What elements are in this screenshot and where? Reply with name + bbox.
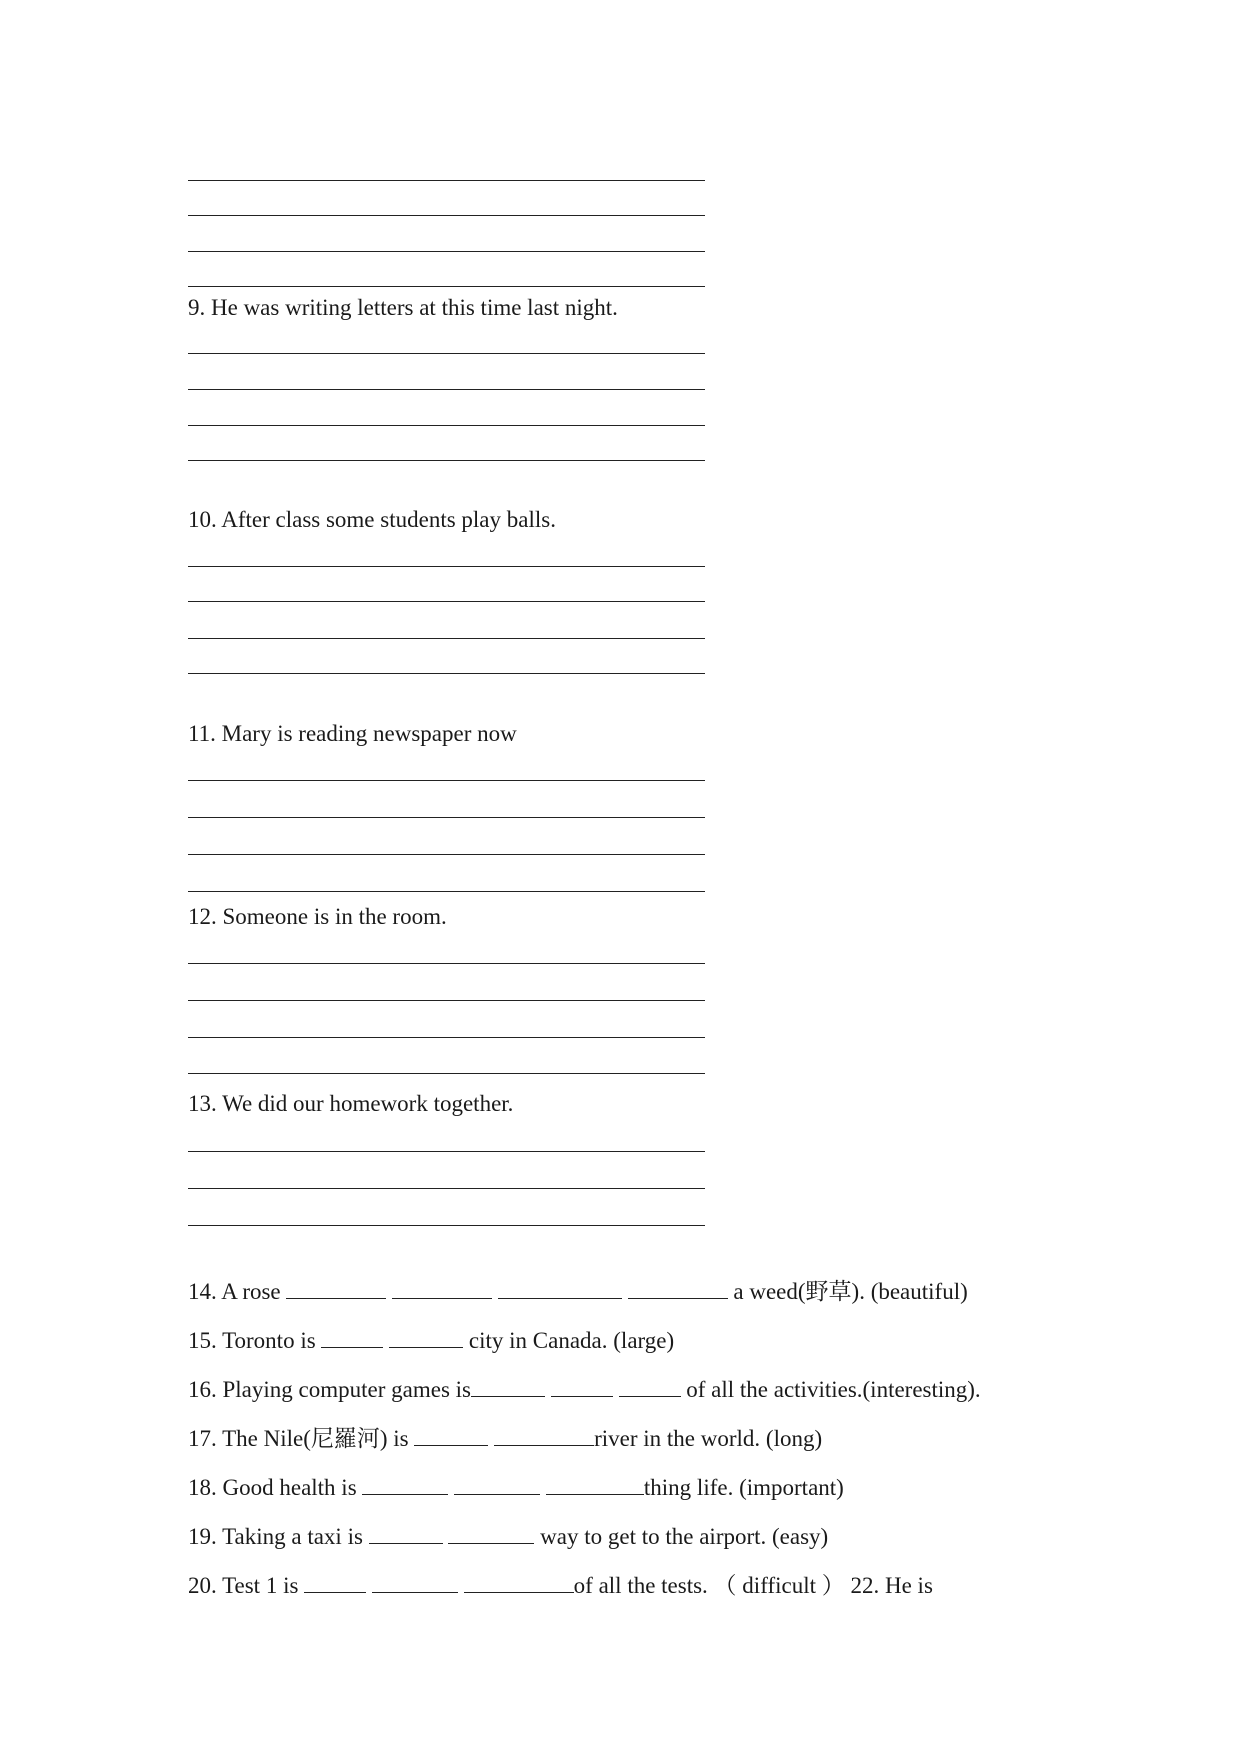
question-11: 11. Mary is reading newspaper now bbox=[188, 721, 517, 746]
question-17 bbox=[188, 1425, 822, 1453]
question-text: 18. Good health is bbox=[188, 1475, 357, 1500]
question-18 bbox=[188, 1474, 844, 1502]
question-14 bbox=[188, 1278, 968, 1306]
question-text: river in the world. (long) bbox=[594, 1426, 823, 1451]
question-text: way to get to the airport. (easy) bbox=[540, 1524, 829, 1549]
question-text: 16. Playing computer games is bbox=[188, 1377, 471, 1402]
question-10: 10. After class some students play balls. bbox=[188, 507, 556, 532]
question-text: city in Canada. (large) bbox=[468, 1328, 675, 1353]
answer-line[interactable] bbox=[188, 180, 705, 181]
blank[interactable] bbox=[369, 1525, 443, 1544]
blank[interactable] bbox=[414, 1427, 488, 1446]
answer-line[interactable] bbox=[188, 817, 705, 818]
answer-line[interactable] bbox=[188, 251, 705, 252]
answer-line[interactable] bbox=[188, 1037, 705, 1038]
answer-line[interactable] bbox=[188, 1188, 705, 1189]
answer-line[interactable] bbox=[188, 1000, 705, 1001]
blank[interactable] bbox=[304, 1574, 366, 1593]
blank[interactable] bbox=[448, 1525, 534, 1544]
question-12: 12. Someone is in the room. bbox=[188, 904, 447, 929]
blank[interactable] bbox=[464, 1574, 574, 1593]
question-text: 15. Toronto is bbox=[188, 1328, 316, 1353]
blank[interactable] bbox=[454, 1476, 540, 1495]
question-13: 13. We did our homework together. bbox=[188, 1091, 514, 1116]
blank[interactable] bbox=[471, 1378, 545, 1397]
answer-line[interactable] bbox=[188, 891, 705, 892]
question-text: of all the activities.(interesting). bbox=[686, 1377, 981, 1402]
answer-line[interactable] bbox=[188, 215, 705, 216]
blank[interactable] bbox=[372, 1574, 458, 1593]
answer-line[interactable] bbox=[188, 1151, 705, 1152]
question-text: 14. A rose bbox=[188, 1279, 281, 1304]
blank[interactable] bbox=[392, 1280, 492, 1299]
answer-line[interactable] bbox=[188, 780, 705, 781]
question-16 bbox=[188, 1376, 981, 1404]
blank[interactable] bbox=[628, 1280, 728, 1299]
blank[interactable] bbox=[619, 1378, 681, 1397]
question-text: thing life. (important) bbox=[643, 1475, 844, 1500]
answer-line[interactable] bbox=[188, 638, 705, 639]
answer-line[interactable] bbox=[188, 1073, 705, 1074]
answer-line[interactable] bbox=[188, 286, 705, 287]
answer-line[interactable] bbox=[188, 963, 705, 964]
blank[interactable] bbox=[498, 1280, 622, 1299]
blank[interactable] bbox=[389, 1329, 463, 1348]
blank[interactable] bbox=[286, 1280, 386, 1299]
answer-line[interactable] bbox=[188, 601, 705, 602]
question-text: 19. Taking a taxi is bbox=[188, 1524, 363, 1549]
blank[interactable] bbox=[551, 1378, 613, 1397]
question-text: 20. Test 1 is bbox=[188, 1573, 299, 1598]
blank[interactable] bbox=[321, 1329, 383, 1348]
question-9: 9. He was writing letters at this time last night. bbox=[188, 295, 618, 320]
question-text: 17. The Nile(尼羅河) is bbox=[188, 1426, 409, 1451]
answer-line[interactable] bbox=[188, 854, 705, 855]
answer-line[interactable] bbox=[188, 1225, 705, 1226]
answer-line[interactable] bbox=[188, 389, 705, 390]
blank[interactable] bbox=[546, 1476, 644, 1495]
answer-line[interactable] bbox=[188, 566, 705, 567]
blank[interactable] bbox=[362, 1476, 448, 1495]
blank[interactable] bbox=[494, 1427, 594, 1446]
question-19 bbox=[188, 1523, 828, 1551]
answer-line[interactable] bbox=[188, 425, 705, 426]
question-text: a weed(野草). (beautiful) bbox=[733, 1279, 968, 1304]
question-text: of all the tests. （ difficult ） 22. He is bbox=[573, 1573, 933, 1598]
answer-line[interactable] bbox=[188, 353, 705, 354]
question-20 bbox=[188, 1572, 933, 1600]
answer-line[interactable] bbox=[188, 460, 705, 461]
question-15 bbox=[188, 1327, 674, 1355]
answer-line[interactable] bbox=[188, 673, 705, 674]
